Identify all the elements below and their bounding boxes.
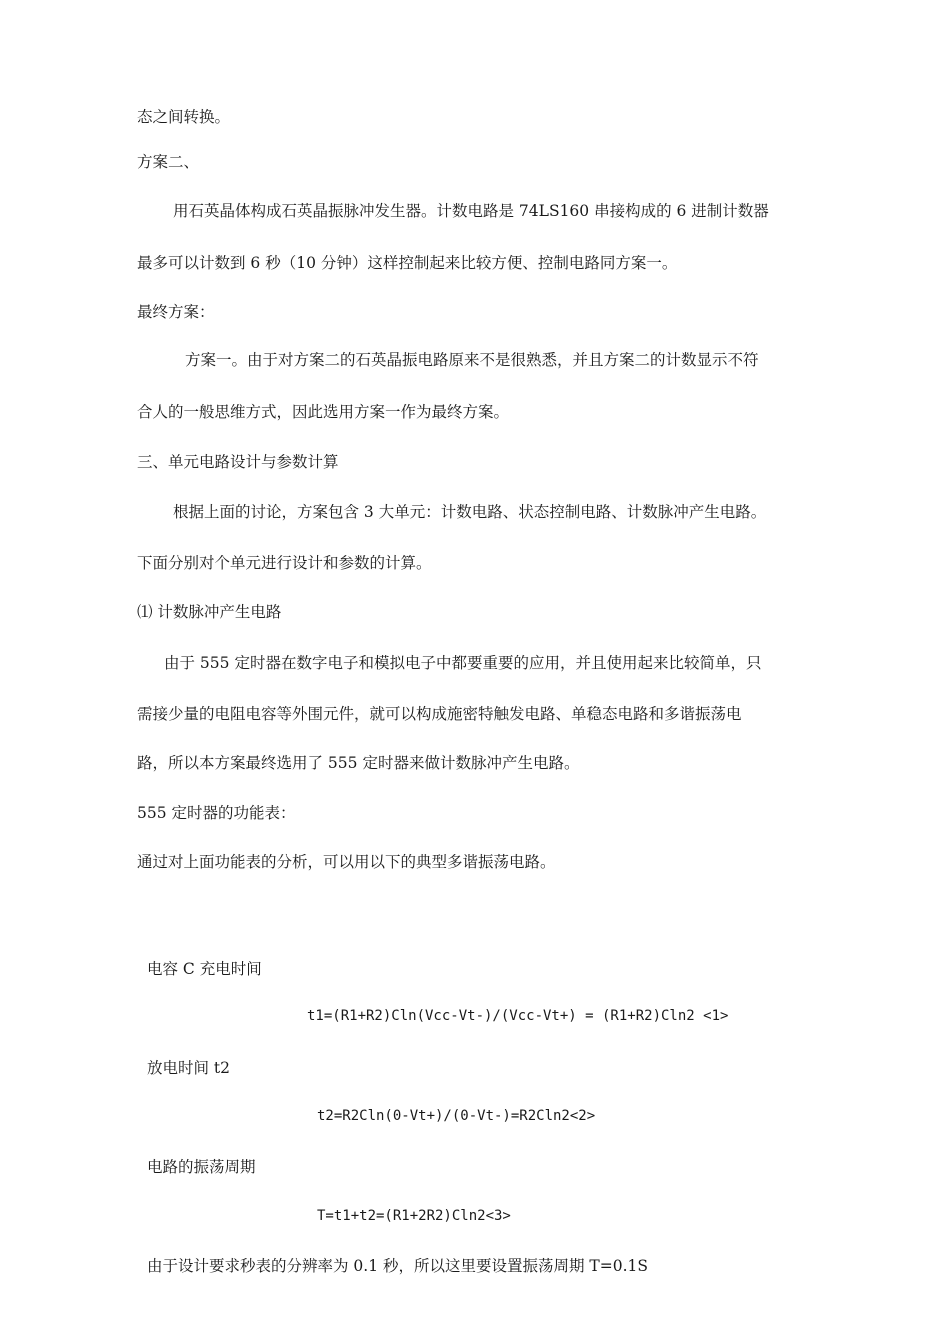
discharge-time-label: 放电时间 t2 bbox=[147, 1059, 231, 1077]
final-scheme-line-2: 合人的一般思维方式，因此选用方案一作为最终方案。 bbox=[137, 403, 510, 421]
timer-555-line-3: 路，所以本方案最终选用了 555 定时器来做计数脉冲产生电路。 bbox=[137, 754, 580, 772]
formula-3: T=t1+t2=(R1+2R2)Cln2<3> bbox=[317, 1208, 511, 1224]
final-scheme-heading: 最终方案： bbox=[137, 303, 215, 321]
formula-2: t2=R2Cln(0-Vt+)/(0-Vt-)=R2Cln2<2> bbox=[317, 1108, 596, 1124]
function-table-heading: 555 定时器的功能表： bbox=[137, 804, 296, 822]
period-label: 电路的振荡周期 bbox=[147, 1158, 256, 1176]
analysis-text: 通过对上面功能表的分析，可以用以下的典型多谐振荡电路。 bbox=[137, 853, 556, 871]
timer-555-line-1: 由于 555 定时器在数字电子和模拟电子中都要重要的应用，并且使用起来比较简单，只 bbox=[164, 654, 762, 672]
formula-1: t1=(R1+R2)Cln(Vcc-Vt-)/(Vcc-Vt+) = (R1+R2)Cln2 <1> bbox=[307, 1008, 729, 1024]
resolution-text: 由于设计要求秒表的分辨率为 0.1 秒，所以这里要设置振荡周期 T=0.1S bbox=[147, 1257, 649, 1275]
section-3-line-1: 根据上面的讨论，方案包含 3 大单元：计数电路、状态控制电路、计数脉冲产生电路。 bbox=[173, 503, 767, 521]
scheme2-line-2: 最多可以计数到 6 秒（10 分钟）这样控制起来比较方便、控制电路同方案一。 bbox=[137, 254, 678, 272]
subsection-1-heading: ⑴ 计数脉冲产生电路 bbox=[137, 603, 282, 621]
section-3-heading: 三、单元电路设计与参数计算 bbox=[137, 453, 339, 471]
timer-555-line-2: 需接少量的电阻电容等外围元件，就可以构成施密特触发电路、单稳态电路和多谐振荡电 bbox=[137, 705, 742, 723]
section-3-line-2: 下面分别对个单元进行设计和参数的计算。 bbox=[137, 554, 432, 572]
scheme2-line-1: 用石英晶体构成石英晶振脉冲发生器。计数电路是 74LS160 串接构成的 6 进制计数器 bbox=[173, 202, 769, 220]
final-scheme-line-1: 方案一。由于对方案二的石英晶振电路原来不是很熟悉，并且方案二的计数显示不符 bbox=[185, 351, 759, 369]
charge-time-label: 电容 C 充电时间 bbox=[147, 960, 262, 978]
scheme2-heading: 方案二、 bbox=[137, 153, 200, 171]
paragraph-continuation: 态之间转换。 bbox=[137, 108, 231, 126]
